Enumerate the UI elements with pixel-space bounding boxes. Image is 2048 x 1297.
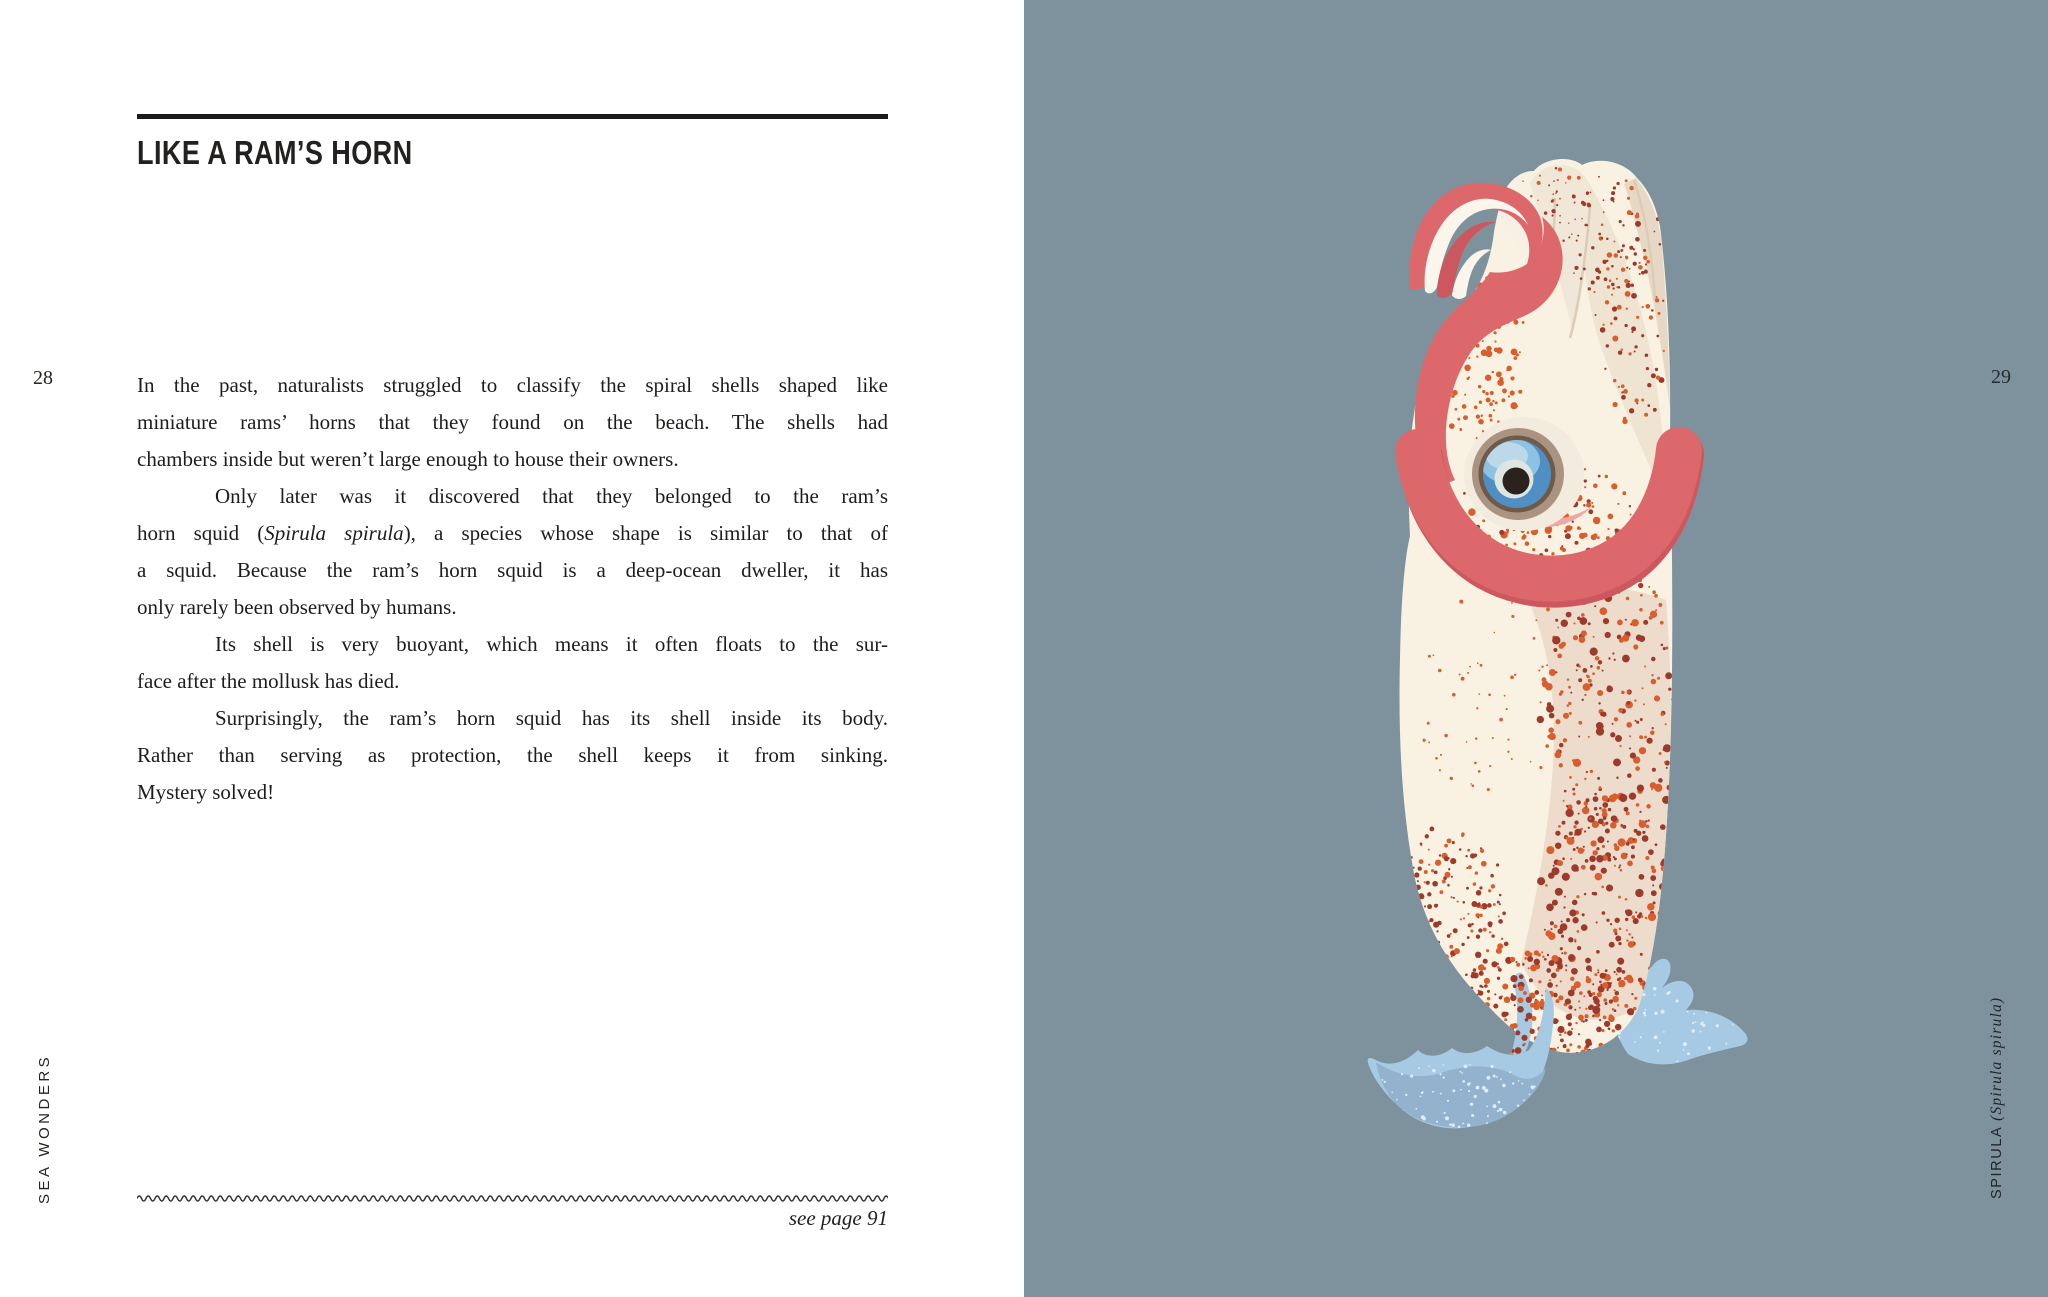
heading-rule	[137, 114, 888, 119]
text-line: only rarely been observed by humans.	[137, 595, 457, 619]
page-number-left: 28	[33, 367, 53, 389]
text-line: miniature rams’ horns that they found on the beach. The shells had	[137, 410, 888, 434]
text-line: Surprisingly, the ram’s horn squid has its shell inside its body.	[215, 706, 888, 730]
wavy-divider	[137, 1190, 888, 1204]
footer-note: see page 91	[788, 1206, 888, 1230]
series-label: SEA WONDERS	[36, 1053, 53, 1204]
text-line: Only later was it discovered that they belonged to the ram’s	[215, 484, 888, 508]
text-line: horn squid (Spirula spirula), a species whose shape is similar to that of	[137, 521, 888, 545]
page-title: LIKE A RAM’S HORN	[137, 134, 413, 171]
squid-illustration	[1024, 0, 2048, 1297]
text-line: Its shell is very buoyant, which means it often floats to the sur-	[215, 632, 888, 656]
page-right	[1024, 0, 2048, 1297]
page-number-right: 29	[1991, 366, 2011, 388]
text-line: face after the mollusk has died.	[137, 669, 400, 693]
text-line: Rather than serving as protection, the shell keeps it from sinking.	[137, 743, 888, 767]
text-line: chambers inside but weren’t large enough to house their owners.	[137, 447, 679, 471]
caption-genus: SPIRULA	[1989, 1120, 2005, 1199]
body-text	[137, 367, 888, 811]
text-line: Mystery solved!	[137, 780, 275, 804]
species-caption	[1988, 997, 2006, 1199]
text-line: a squid. Because the ram’s horn squid is a deep-ocean dweller, it has	[137, 558, 888, 582]
caption-species: (Spirula spirula)	[1988, 996, 2005, 1121]
squid-eye	[1464, 417, 1584, 531]
text-line: In the past, naturalists struggled to classify the spiral shells shaped like	[137, 373, 888, 397]
